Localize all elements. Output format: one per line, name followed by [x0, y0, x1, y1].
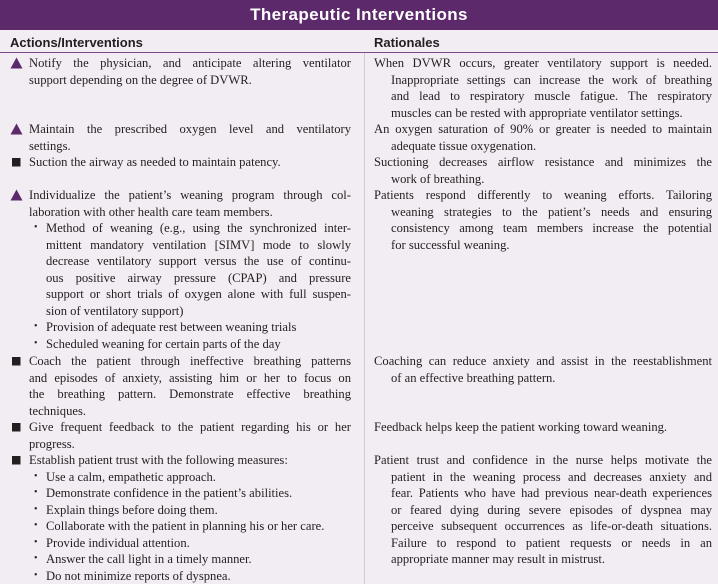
column-divider: [364, 53, 365, 584]
sub-bullet-dot-icon: •: [34, 222, 38, 233]
rationale-line: work of breathing.: [391, 171, 485, 186]
sub-bullet-dot-icon: •: [34, 321, 38, 332]
bullet-square-icon: [10, 421, 22, 433]
rationale-line: When DVWR occurs, greater ventilatory support is needed.: [374, 56, 712, 70]
rationale-line: for successful weaning.: [391, 237, 510, 252]
sub-bullet-dot-icon: •: [34, 569, 38, 581]
action-line: Give frequent feedback to the patient regarding his or her: [29, 420, 351, 434]
rationale-line: Failure to respond to patient requests or needs in an: [391, 535, 712, 550]
rationale-line: patient in the weaning process and decreases anxiety and: [391, 469, 712, 484]
header-rule: [0, 52, 718, 53]
sub-item-line: decrease ventilatory support versus the use of continu-: [46, 254, 351, 268]
sub-item-line: Scheduled weaning for certain parts of the day: [46, 336, 281, 351]
action-line: and episodes of anxiety, assisting him or her to focus on: [29, 370, 351, 385]
sub-bullet-dot-icon: •: [34, 553, 38, 564]
rationale-line: fear. Patients who have had previous near-death experiences: [391, 486, 712, 500]
column-header-rationales: Rationales: [374, 35, 440, 50]
rationale-line: of an effective breathing pattern.: [391, 370, 556, 385]
action-line: Individualize the patient’s weaning program through col-: [29, 188, 351, 202]
sub-bullet-dot-icon: •: [34, 536, 38, 548]
sub-item-line: Explain things before doing them.: [46, 502, 218, 517]
rationale-line: Inappropriate settings can increase the work of breathing: [391, 72, 712, 87]
action-line: Establish patient trust with the following measures:: [29, 453, 288, 467]
rationale-line: consistency among team members increase the potential: [391, 221, 712, 235]
priority-triangle-icon: [10, 123, 22, 135]
priority-triangle-icon: [10, 57, 22, 69]
bullet-square-icon: [10, 454, 22, 466]
sub-bullet-dot-icon: •: [34, 487, 38, 498]
sub-bullet-dot-icon: •: [34, 470, 38, 482]
sub-item-line: Use a calm, empathetic approach.: [46, 469, 216, 484]
rationale-line: An oxygen saturation of 90% or greater is needed to maintain: [374, 122, 712, 136]
rationale-line: Feedback helps keep the patient working toward weaning.: [374, 420, 668, 434]
table-title: [0, 0, 718, 30]
sub-item-line: sion of ventilatory support): [46, 303, 184, 318]
sub-item-line: Provision of adequate rest between weaning trials: [46, 320, 297, 334]
sub-item-line: Method of weaning (e.g., using the synchronized inter-: [46, 221, 351, 235]
rationale-line: Coaching can reduce anxiety and assist in the reestablishment: [374, 354, 712, 368]
action-line: laboration with other health care team members.: [29, 204, 273, 219]
action-line: Suction the airway as needed to maintain patency.: [29, 155, 281, 169]
sub-item-line: Answer the call light in a timely manner.: [46, 552, 252, 566]
action-line: the breathing pattern. Demonstrate effective breathing: [29, 387, 351, 401]
priority-triangle-icon: [10, 189, 22, 201]
rationale-line: or feared dying during severe episodes of dyspnea may: [391, 502, 712, 517]
action-line: Notify the physician, and anticipate altering ventilator: [29, 56, 351, 70]
rationale-line: adequate tissue oxygenation.: [391, 138, 537, 153]
sub-bullet-dot-icon: •: [34, 520, 38, 531]
rationale-line: perceive subsequent occurrences as life-or-death situations.: [391, 519, 712, 533]
sub-item-line: ous positive airway pressure (CPAP) and pressure: [46, 270, 351, 285]
sub-item-line: Collaborate with the patient in planning his or her care.: [46, 519, 325, 533]
bullet-square-icon: [10, 156, 22, 168]
action-line: support depending on the degree of DVWR.: [29, 72, 252, 87]
rationale-line: muscles can be rested with appropriate ventilator settings.: [391, 105, 683, 120]
rationale-line: Patients respond differently to weaning efforts. Tailoring: [374, 188, 712, 202]
rationale-line: appropriate manner may result in mistrust.: [391, 552, 606, 566]
rationale-line: Patient trust and confidence in the nurse helps motivate the: [374, 453, 712, 467]
action-line: settings.: [29, 138, 71, 153]
rationale-line: and lead to respiratory muscle fatigue. The respiratory: [391, 89, 712, 103]
table-title-text: Therapeutic Interventions: [250, 5, 468, 24]
action-line: techniques.: [29, 403, 87, 418]
sub-item-line: support or short trials of oxygen alone with full suspen-: [46, 287, 351, 301]
bullet-square-icon: [10, 355, 22, 367]
rationale-line: Suctioning decreases airflow resistance and minimizes the: [374, 155, 712, 169]
sub-bullet-dot-icon: •: [34, 337, 38, 349]
action-line: progress.: [29, 436, 75, 451]
column-header-actions: Actions/Interventions: [10, 35, 143, 50]
sub-bullet-dot-icon: •: [34, 503, 38, 515]
sub-item-line: Provide individual attention.: [46, 535, 190, 550]
sub-item-line: Do not minimize reports of dyspnea.: [46, 568, 231, 583]
action-line: Coach the patient through ineffective breathing patterns: [29, 354, 351, 368]
sub-item-line: mittent mandatory ventilation [SIMV] mode to slowly: [46, 237, 351, 252]
action-line: Maintain the prescribed oxygen level and ventilatory: [29, 122, 351, 136]
rationale-line: weaning strategies to the patient’s needs and ensuring: [391, 204, 712, 219]
sub-item-line: Demonstrate confidence in the patient’s abilities.: [46, 486, 293, 500]
